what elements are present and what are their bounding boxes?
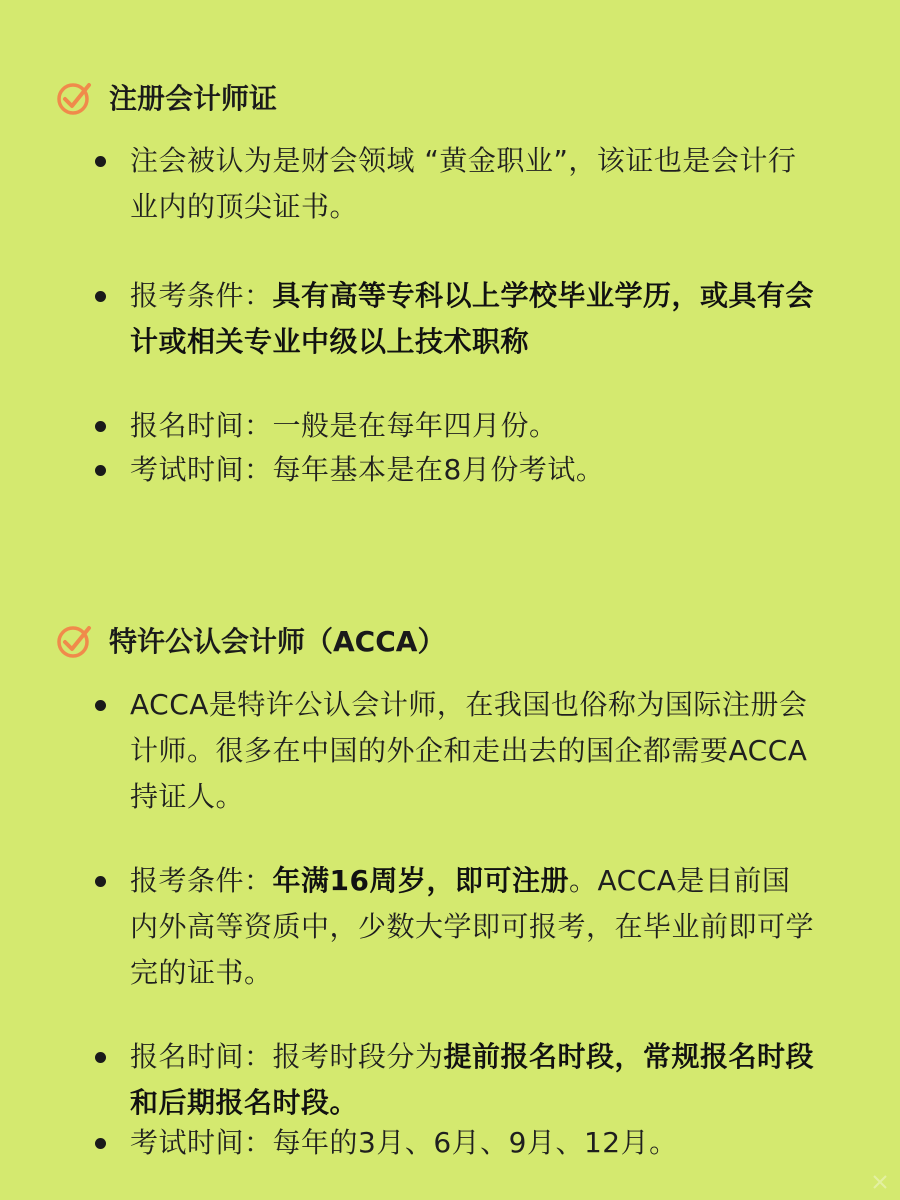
bullet-text-bold: 具有高等专科以上学校毕业学历，或具有会计或相关专业中级以上技术职称 [130,279,815,358]
list-item [95,403,815,449]
list-item [95,1034,815,1126]
list-item [95,1120,815,1166]
bullet-text [130,1120,815,1166]
bullet-text-segment: 报名时间：报考时段分为 [130,1040,444,1073]
bullet-text-segment: 报考条件： [130,864,273,897]
bullet-text-segment: 报考条件： [130,279,273,312]
list-item [95,447,815,493]
list-item [95,138,815,230]
bullet-text-segment: 考试时间：每年的3月、6月、9月、12月。 [130,1126,678,1159]
watermark-icon [870,1172,890,1192]
bullet-text [130,682,815,820]
bullet-dot [95,465,106,476]
check-circle-icon [55,620,95,660]
bullet-dot [95,1052,106,1063]
section-header-cpa [55,77,277,117]
bullet-text-segment: 考试时间：每年基本是在8月份考试。 [130,453,605,486]
bullet-dot [95,1138,106,1149]
bullet-dot [95,421,106,432]
bullet-dot [95,700,106,711]
bullet-dot [95,876,106,887]
bullet-text-segment: 报名时间：一般是在每年四月份。 [130,409,558,442]
bullet-text-segment: 注会被认为是财会领域 “黄金职业”，该证也是会计行业内的顶尖证书。 [130,144,797,223]
bullet-text-bold: 提前报名时段，常规报名时段和后期报名时段。 [130,1040,815,1119]
list-item [95,273,815,365]
bullet-text-segment: ACCA是特许公认会计师，在我国也俗称为国际注册会计师。很多在中国的外企和走出去的国企都需要ACCA持证人。 [130,688,808,813]
section-title: 特许公认会计师（ACCA） [109,625,446,658]
bullet-text [130,138,815,230]
section-title: 注册会计师证 [109,82,278,115]
check-circle-icon [55,77,95,117]
bullet-text [130,403,815,449]
bullet-text [130,273,815,365]
section-header-acca [55,620,445,660]
bullet-dot [95,156,106,167]
bullet-text [130,1034,815,1126]
bullet-dot [95,291,106,302]
bullet-text-segment: 。ACCA是目前国内外高等资质中，少数大学即可报考，在毕业前即可学完的证书。 [130,864,815,989]
bullet-text-bold: 年满16周岁，即可注册 [272,864,569,897]
bullet-text [130,447,815,493]
bullet-text [130,858,815,996]
list-item [95,858,815,996]
list-item [95,682,815,820]
